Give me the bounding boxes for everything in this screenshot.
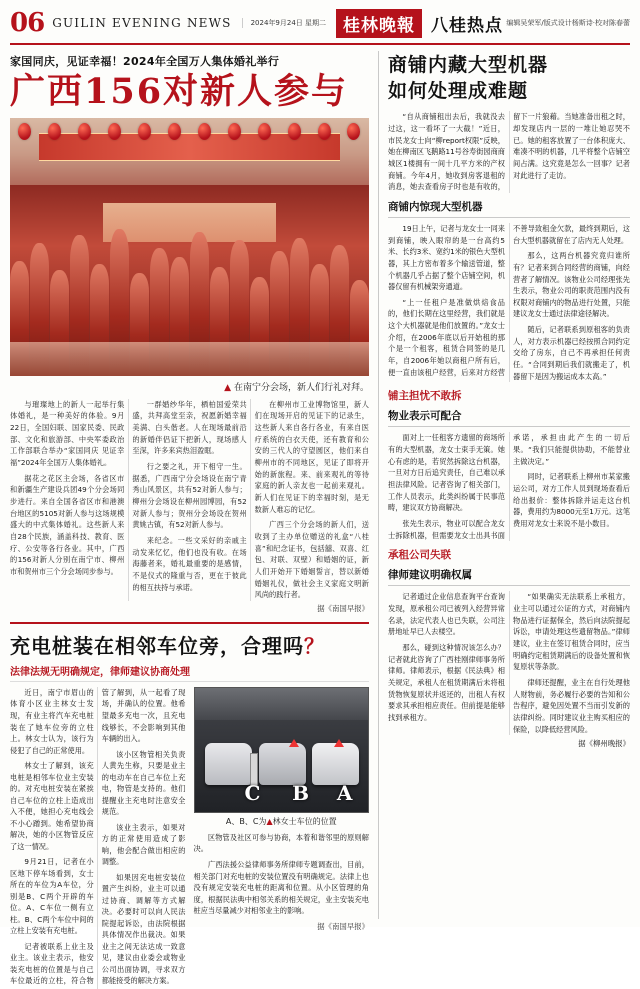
wedding-photo <box>10 118 369 376</box>
paragraph: 林女士了解到，该充电桩是相邻车位业主安装的。对充电桩安装在紧挨自己车位的立柱上造成出入不便，她担心充电线会不小心蹭到。她希望协商解决，她的小区物管反应了这一情况。 <box>10 761 94 851</box>
paragraph: “自从商铺租出去后，我就没去过这，这一看坏了一大截！”近日，市民龙女士向“柳report权限”反映，她在柳南区飞鹅路11号谷寿街园商商城区1楼拥有一间十几平方米的产权商铺。今年4月，她收到房客退租的消息，她去查看房子时也是有收的，留下一片狼藉。当她准备出租之时，却发现店内一层的一堆让她忍哭不已。她的租客放置了一台体积庞大、难凑不明的机器，几平将整个店铺空间占满。这究竟是怎么一回事？记者对此进行了走访。 <box>388 112 630 192</box>
page-number: 06 <box>10 8 45 38</box>
parking-photo <box>194 687 370 813</box>
right-subhead-2-red: 铺主担忧不敢拆 <box>388 390 462 403</box>
newspaper-english-name: GUILIN EVENING NEWS <box>52 16 232 30</box>
paragraph: “上一任租户是准做烘焙食品的，他们长期在这里经营，我们就是这个大机器就是他们放置的。”龙女士介绍，在2006年底以后开始租的那个是一个租客，租赁合同签的是几年，自2006年她以商租户所有后，便一直由该租户经营，后来对方经营不善导致租金欠款，最终到期后，这台大型机器就留在了店内无人处理。 <box>388 223 630 377</box>
lead-article-text <box>10 399 369 601</box>
right-section-1-text <box>388 223 630 383</box>
right-subhead-2: 物业表示可配合 <box>388 408 630 427</box>
paragraph: 在柳州市工业博物馆里，新人们在现场开启的见证下的记录生，这些新人来自各行各业，有来自医疗系统的白衣天使，还有教育和公安的三代人的守望圆区，他们来自柳州市的不同地区，见证了即将开始的新旅程。来、前来观礼的等待家庭的新人亲友也一起前来观礼。新人们在见证下的幸福时刻，是无数新人难忘的记忆。 <box>254 399 369 514</box>
editors-credit: 编辑吴荣军/版式设计杨斯诗·校对陈春蕾 <box>506 19 630 27</box>
paragraph: 面对上一任租客方遗留的商场所有的大型机器，龙女士束手无策。她心有虑的是，若贸然拆除这台机器，一旦对方日后追究责任，自己难以承担法律风险。记者咨询了相关部门，工作人员表示，此类纠纷属于民事范畴，建议双方协商解决。 <box>388 433 505 513</box>
paragraph: 同时，记者联系上柳州市某家搬运公司，对方工作人员到现场查看后给出报价：整体拆除并运走这台机器，费用约为8000元至1万元。这笔费用对龙女士来说不是小数目。 <box>513 472 630 528</box>
lead-headline: 广西156对新人参与 <box>10 71 349 112</box>
newspaper-brand-logo: 桂林晚報 <box>336 9 422 38</box>
paragraph: 该业主表示，如果对方的正常使用造成了影响，他会配合做出相应的调整。 <box>101 822 186 867</box>
parking-photo-caption: A、B、C为▲林女士车位的位置 <box>225 816 337 826</box>
caption-bullet-icon: ▲ <box>224 382 231 393</box>
page-body <box>10 51 630 986</box>
right-section-2-text <box>388 432 630 541</box>
second-article-text-right <box>194 832 370 917</box>
right-section-3-text <box>388 591 630 735</box>
lead-kicker: 家国同庆，见证幸福！2024年全国万人集体婚礼举行 <box>10 55 280 68</box>
right-subhead-3: 律师建议明确权属 <box>388 567 630 586</box>
paragraph: 与璀璨地上的新人一起举行集体婚礼，是一种美好的体验。9月22日，全国妇联、国家民委、民政部、文化和旅游部、中央军委政治工作部联合举办“家国同庆 见证幸福”2024年全国万人集体婚礼。 <box>10 399 125 468</box>
second-headline: 充电桩装在相邻车位旁，合理吗？ <box>10 633 325 658</box>
right-article-source: 据《柳州晚报》 <box>578 739 630 749</box>
paragraph: 一群婚纱华年，栖柏国爱荣共盛，共拜高堂至亲，祝愿新婚幸福美满、白头偕老。人在现场最前沿的新婚伴侣证下把新人，现场感人至深，许多来宾热泪盈眶。 <box>132 399 247 456</box>
paragraph: 广西三个分会场的新人们，送收到了主办单位赠送的礼盒“八桂喜”和纪念证书，包括囍、双喜、红包、对联、双壁）和婚姻的证，新人们开始开下婚姻誓言，替以新婚婚姻礼仪，做社会主义家庭文明新风尚的践行者。 <box>254 520 369 600</box>
photo2-arrow-icon <box>289 739 299 747</box>
paragraph: 记者被联系上业主及业主。该业主表示，他安装充电桩的位置是与自己车位最近的立柱，符合物管了解到，从一起看了现场，并确认的位置。他希望最多充电一次，且充电线够长，不会影响到其他车辆的出入。 <box>10 687 186 986</box>
paragraph: 来纪念。一些文采好的亲戚主动发来忆忆，他们也没有收。在场海藤者来，婚礼最重要的是感情，不是仪式的隆重与否，更在于彼此的相互扶持与承诺。 <box>132 536 247 592</box>
lead-article-source: 据《南国早报》 <box>317 603 369 613</box>
caption-bullet-icon: ▲ <box>266 816 273 826</box>
photo2-label-c: C <box>244 780 261 805</box>
photo2-arrow-icon <box>334 739 344 747</box>
second-subhead: 法律法规无明确规定，律师建议协商处理 <box>10 663 369 682</box>
second-article-text-left <box>10 687 186 989</box>
right-subhead-3-red: 承租公司失联 <box>388 549 451 562</box>
paragraph: 随后，记者联系到原租客的负责人，对方表示机器已经按照合同约定交给了房东，自己不再承担任何责任。“合同到期后我们就搬走了，机器留下是因为搬运成本太高。” <box>513 325 630 381</box>
paragraph: 记者通过企业信息查询平台查询发现，原承租公司已被列入经营异常名录，法定代表人也已失联，公司注册地址早已人去楼空。 <box>388 592 505 637</box>
left-column <box>10 51 378 986</box>
photo2-car <box>259 743 306 785</box>
paragraph: 如果因充电桩安装位置产生纠纷，业主可以通过协商、调解等方式解决。必要时可以向人民法院提起诉讼，由法院根据具体情况作出裁决。如果业主之间无法达成一致意见，建议由业委会或物业公司出面协调，寻求双方都能接受的解决方案。 <box>101 872 186 986</box>
question-mark: ？ <box>304 633 325 658</box>
paragraph: 近日，南宁市眉山的体育小区业主林女士发现，有业主将汽车充电桩装在了她车位旁的立柱上。林女士认为，该行为侵犯了自己的正常使用。 <box>10 687 94 755</box>
paragraph: “如果确实无法联系上承租方，业主可以通过公证的方式，对商铺内物品进行证据保全，然后向法院提起诉讼，申请处理这些遗留物品。”律师建议，业主在签订租赁合同时，应当明确约定租赁期满后的设备处置和恢复原状等条款。 <box>513 592 630 672</box>
right-headline-line2: 如何处理成难题 <box>388 79 529 102</box>
right-column <box>378 51 630 919</box>
second-article-right <box>194 687 370 989</box>
paragraph: 那么，这两台机器究竟归谁所有？记者来到合同经营的商铺，向经营者了解情况。该物业公司经理张先生表示，物业公司的职责范围内没有权限对商铺内的物品进行处置，只能建议龙女士通过法律途径解决。 <box>513 251 630 319</box>
photo-lanterns <box>10 123 369 185</box>
masthead <box>10 6 630 45</box>
section-title: 八桂热点 <box>431 15 503 36</box>
right-subhead-1: 商铺内惊现大型机器 <box>388 199 630 218</box>
paragraph: 区物管及社区可参与协商，本着和谐邻里的原则解决。 <box>193 832 369 854</box>
section-divider <box>10 622 369 624</box>
paragraph: 9月21日，记者在小区地下停车场看到，女士所在的车位为A车位，分别是B、C两个开辟的车位。A、C车位一侧有立柱。B、C两个车位中间的立柱上安装有充电桩。 <box>10 857 94 936</box>
paragraph: 行之要之礼，开下相守一生。据悉，广西南宁分会场设在南宁青秀山风景区，共有52对新人参与；柳州分会场设在柳州园博园，有52对新人参与；贺州分会场设在贺州黄姚古镇，有52对新人参与。 <box>132 462 247 530</box>
right-lead-text <box>388 111 630 193</box>
photo2-ceiling <box>195 688 369 720</box>
publication-date: 2024年9月24日 星期二 <box>242 18 326 28</box>
paragraph: 广西法援公益律师事务所律师专题调查出，目前，相关部门对充电桩的安装位置没有明确规定。法律上也没有规定安装充电桩的距离和位置。从小区管理的角度，根据民法典中相邻关系的相关规定，业主安装充电桩应当尽量减少对相邻业主的影响。 <box>193 859 369 916</box>
paragraph: 该小区物管相关负责人黄先生称，只要是业主的电动车在自己车位上充电，物管是支持的。他们提醒业主充电时注意安全规范。 <box>101 749 186 817</box>
paragraph: 据花之花区主会场，各省区市和新疆生产建设兵团49个分会场同步进行。来自全国各省区市和港澳台地区的5105对新人参与这场规模盛大的中式集体婚礼。这些新人来自28个民族，涵盖科技、教育、医疗、公安等各行各业。其中，广西的156对新人分别在南宁市、柳州市和贺州市三个分会场同步参与。 <box>10 473 125 576</box>
paragraph: 那么，碰到这种情况该怎么办？记者就此咨询了广西桂刚律师事务所律师。律师表示，根据《民法典》相关规定，承租人在租赁期满后未将租赁物恢复原状并返还的，出租人有权要求其承担相应责任。但前提是能够找到承租方。 <box>388 642 505 722</box>
photo2-label-b: B <box>292 780 310 805</box>
photo2-car <box>312 743 359 785</box>
paragraph: 张先生表示，物业可以配合龙女士拆除机器，但需要龙女士出具书面承诺，承担由此产生的一切后果。“我们只能提供协助，不能替业主做决定。” <box>388 433 630 540</box>
second-article-source: 据《南国早报》 <box>317 921 369 931</box>
paragraph: 律师还提醒，业主在自行处理他人财物前，务必履行必要的告知和公告程序，避免因处置不当而引发新的法律纠纷。同时建议业主购买相应的保险，以降低经营风险。 <box>513 677 630 734</box>
paragraph: 19日上午，记者与龙女士一同来到商铺，映入眼帘的是一台高约5米、长约3米、宽约1米的银色大型机器，其上方密布着多个输送管道，整个机器几乎占据了整个店铺空间，机器仅留有机械架旁通道。 <box>388 223 505 292</box>
right-headline-line1: 商铺内藏大型机器 <box>388 54 549 76</box>
photo-caption: ▲ 在南宁分会场，新人们行礼对拜。 <box>224 382 369 393</box>
second-article-wrap <box>10 687 369 989</box>
photo-floor <box>10 342 369 376</box>
photo2-car <box>205 743 252 785</box>
photo2-label-a: A <box>336 780 353 805</box>
right-headline <box>388 53 630 104</box>
